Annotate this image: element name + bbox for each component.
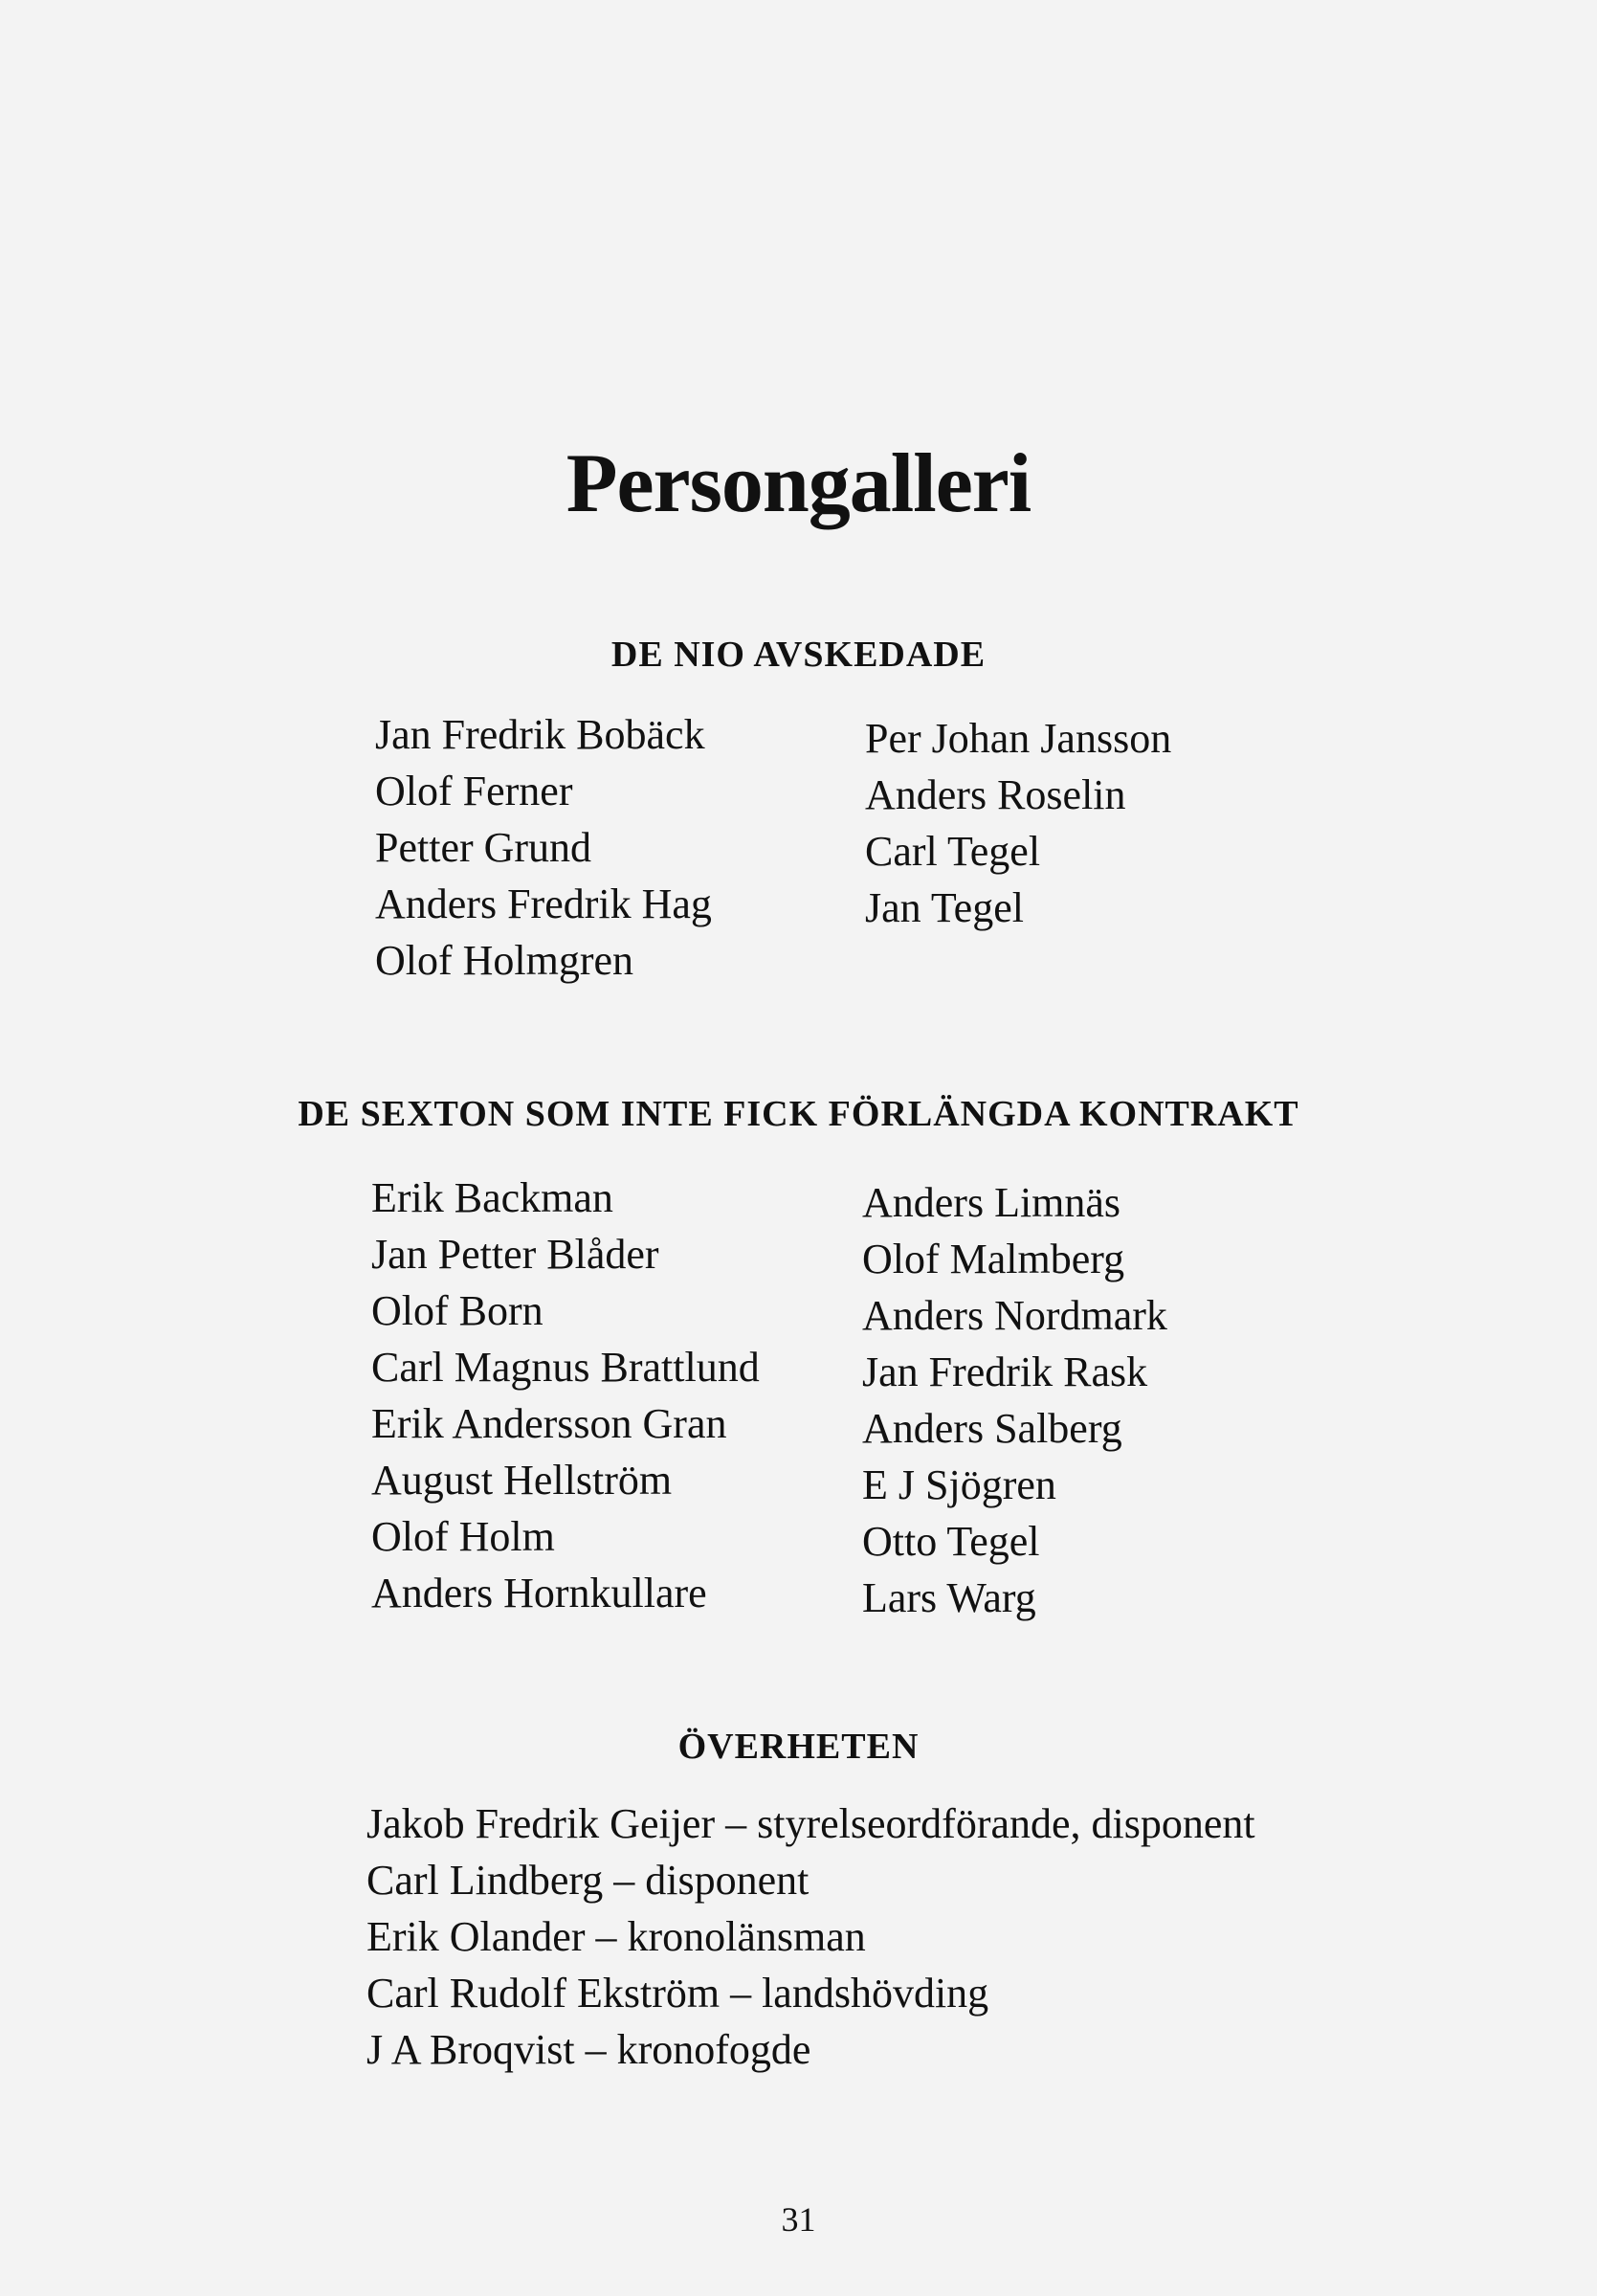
list-item: Olof Holmgren [375,937,634,984]
list-item: Otto Tegel [862,1518,1040,1565]
page-title: Persongalleri [566,437,1031,530]
list-item: Anders Salberg [862,1405,1122,1452]
name-list-right [865,710,1171,936]
page-number: 31 [781,2200,816,2239]
list-item: Erik Backman [371,1174,613,1221]
list-item: Carl Magnus Brattlund [371,1344,760,1391]
list-item: Petter Grund [375,824,592,871]
section-heading-sexton: DE SEXTON SOM INTE FICK FÖRLÄNGDA KONTRAKT [298,1094,1299,1134]
list-item: Erik Andersson Gran [371,1400,727,1447]
officials-list [366,1795,1255,2078]
list-item: Jan Fredrik Rask [862,1349,1148,1395]
name-list-right [862,1174,1167,1626]
list-item: Jan Petter Blåder [371,1231,659,1278]
list-item: Anders Nordmark [862,1292,1167,1339]
list-item: Per Johan Jansson [865,715,1172,762]
list-item: J A Broqvist – kronofogde [366,2026,811,2073]
list-item: Carl Tegel [865,828,1041,875]
list-item: Carl Rudolf Ekström – landshövding [366,1970,989,2017]
list-item: Anders Roselin [865,771,1126,818]
list-item: Olof Holm [371,1513,555,1560]
list-item: Anders Limnäs [862,1179,1121,1226]
name-list-left [375,706,712,989]
list-item: Jan Tegel [865,884,1024,931]
list-item: Jan Fredrik Bobäck [375,711,705,758]
list-item: Erik Olander – kronolänsman [366,1913,866,1960]
list-item: Olof Born [371,1287,543,1334]
list-item: Anders Hornkullare [371,1570,707,1616]
name-list-left [371,1170,760,1621]
list-item: E J Sjögren [862,1461,1056,1508]
list-item: Anders Fredrik Hag [375,881,712,927]
list-item: Jakob Fredrik Geijer – styrelseordförande, disponent [366,1800,1255,1847]
list-item: August Hellström [371,1457,673,1504]
list-item: Olof Ferner [375,768,573,814]
section-heading-overheten: ÖVERHETEN [677,1727,920,1767]
list-item: Carl Lindberg – disponent [366,1857,810,1904]
list-item: Olof Malmberg [862,1236,1125,1282]
section-heading-nio-avskedade: DE NIO AVSKEDADE [610,635,987,675]
list-item: Lars Warg [862,1574,1036,1621]
